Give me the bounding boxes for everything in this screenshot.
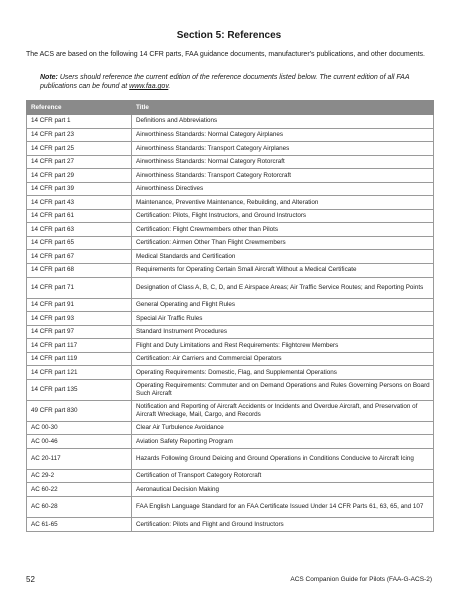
reference-cell: 14 CFR part 93 — [27, 312, 132, 326]
title-cell: Hazards Following Ground Deicing and Ground Operations in Conditions Conducive to Aircraft Icing — [132, 448, 434, 469]
reference-cell: 14 CFR part 43 — [27, 196, 132, 210]
note-end: . — [168, 83, 171, 90]
title-cell: Notification and Reporting of Aircraft Accidents or Incidents and Overdue Aircraft, and Preservation of Aircraft Wreckage, Mail, Cargo, and Records — [132, 400, 434, 421]
title-cell: Definitions and Abbreviations — [132, 115, 434, 129]
reference-cell: 14 CFR part 29 — [27, 169, 132, 183]
faa-link[interactable]: www.faa.gov — [129, 83, 169, 90]
table-row — [27, 223, 434, 237]
title-cell: Special Air Traffic Rules — [132, 312, 434, 326]
table-row — [27, 196, 434, 210]
title-cell: General Operating and Flight Rules — [132, 298, 434, 312]
title-cell: Certification: Pilots, Flight Instructors, and Ground Instructors — [132, 209, 434, 223]
title-cell: Airworthiness Standards: Transport Category Rotorcraft — [132, 169, 434, 183]
title-cell: Airworthiness Standards: Normal Category Airplanes — [132, 128, 434, 142]
reference-cell: AC 29-2 — [27, 469, 132, 483]
note-text: Users should reference the current edition of the reference documents listed below. The current edition of all FAA publications can be found at — [40, 74, 410, 90]
reference-cell: AC 61-65 — [27, 518, 132, 532]
title-cell: Operating Requirements: Domestic, Flag, and Supplemental Operations — [132, 366, 434, 380]
title-cell: Aviation Safety Reporting Program — [132, 435, 434, 449]
table-row — [27, 497, 434, 518]
table-row — [27, 277, 434, 298]
table-row — [27, 169, 434, 183]
reference-cell: 14 CFR part 63 — [27, 223, 132, 237]
table-row — [27, 142, 434, 156]
title-cell: Clear Air Turbulence Avoidance — [132, 421, 434, 435]
reference-cell: 14 CFR part 97 — [27, 325, 132, 339]
table-row — [27, 264, 434, 278]
title-cell: Aeronautical Decision Making — [132, 483, 434, 497]
footer-doc-title: ACS Companion Guide for Pilots (FAA-G-ACS-2) — [290, 576, 432, 583]
reference-cell: 14 CFR part 39 — [27, 182, 132, 196]
reference-cell: 49 CFR part 830 — [27, 400, 132, 421]
table-row — [27, 312, 434, 326]
reference-cell: 14 CFR part 61 — [27, 209, 132, 223]
reference-cell: 14 CFR part 117 — [27, 339, 132, 353]
table-row — [27, 448, 434, 469]
references-table — [26, 100, 434, 532]
reference-cell: 14 CFR part 121 — [27, 366, 132, 380]
title-cell: Airworthiness Standards: Normal Category Rotorcraft — [132, 155, 434, 169]
table-row — [27, 366, 434, 380]
reference-cell: 14 CFR part 68 — [27, 264, 132, 278]
reference-cell: AC 60-22 — [27, 483, 132, 497]
page-title: Section 5: References — [176, 30, 282, 41]
table-row — [27, 209, 434, 223]
table-row — [27, 483, 434, 497]
table-row — [27, 325, 434, 339]
reference-cell: AC 20-117 — [27, 448, 132, 469]
header-reference: Reference — [27, 101, 132, 115]
note-paragraph — [40, 73, 436, 91]
title-cell: Designation of Class A, B, C, D, and E Airspace Areas; Air Traffic Service Routes; and Reporting Points — [132, 277, 434, 298]
title-cell: Certification of Transport Category Rotorcraft — [132, 469, 434, 483]
title-cell: Medical Standards and Certification — [132, 250, 434, 264]
table-row — [27, 155, 434, 169]
table-row — [27, 115, 434, 129]
title-cell: Certification: Airmen Other Than Flight Crewmembers — [132, 236, 434, 250]
title-cell: Airworthiness Directives — [132, 182, 434, 196]
table-row — [27, 469, 434, 483]
table-row — [27, 128, 434, 142]
reference-cell: AC 00-46 — [27, 435, 132, 449]
reference-cell: AC 00-30 — [27, 421, 132, 435]
table-row — [27, 421, 434, 435]
reference-cell: 14 CFR part 119 — [27, 352, 132, 366]
note-label: Note: — [40, 74, 58, 81]
header-title: Title — [132, 101, 434, 115]
table-row — [27, 298, 434, 312]
reference-cell: 14 CFR part 27 — [27, 155, 132, 169]
reference-cell: 14 CFR part 135 — [27, 379, 132, 400]
table-row — [27, 339, 434, 353]
title-cell: FAA English Language Standard for an FAA Certificate Issued Under 14 CFR Parts 61, 63, 65, and 107 — [132, 497, 434, 518]
title-cell: Certification: Air Carriers and Commercial Operators — [132, 352, 434, 366]
title-cell: Certification: Flight Crewmembers other than Pilots — [132, 223, 434, 237]
reference-cell: 14 CFR part 67 — [27, 250, 132, 264]
table-header-row — [27, 101, 434, 115]
reference-cell: 14 CFR part 71 — [27, 277, 132, 298]
table-row — [27, 379, 434, 400]
title-cell: Flight and Duty Limitations and Rest Requirements: Flightcrew Members — [132, 339, 434, 353]
table-row — [27, 182, 434, 196]
reference-cell: 14 CFR part 1 — [27, 115, 132, 129]
table-row — [27, 352, 434, 366]
table-row — [27, 250, 434, 264]
title-cell: Standard Instrument Procedures — [132, 325, 434, 339]
table-row — [27, 518, 434, 532]
reference-cell: 14 CFR part 91 — [27, 298, 132, 312]
table-row — [27, 400, 434, 421]
reference-cell: 14 CFR part 25 — [27, 142, 132, 156]
intro-paragraph: The ACS are based on the following 14 CFR parts, FAA guidance documents, manufacturer's publications, and other documents. — [26, 51, 426, 58]
reference-cell: 14 CFR part 23 — [27, 128, 132, 142]
page-number: 52 — [26, 575, 35, 584]
table-row — [27, 435, 434, 449]
references-table-body — [27, 115, 434, 532]
reference-cell: 14 CFR part 65 — [27, 236, 132, 250]
title-cell: Certification: Pilots and Flight and Ground Instructors — [132, 518, 434, 532]
title-cell: Airworthiness Standards: Transport Category Airplanes — [132, 142, 434, 156]
title-cell: Maintenance, Preventive Maintenance, Rebuilding, and Alteration — [132, 196, 434, 210]
title-cell: Requirements for Operating Certain Small Aircraft Without a Medical Certificate — [132, 264, 434, 278]
title-cell: Operating Requirements: Commuter and on Demand Operations and Rules Governing Persons on Board Such Aircraft — [132, 379, 434, 400]
table-row — [27, 236, 434, 250]
reference-cell: AC 60-28 — [27, 497, 132, 518]
